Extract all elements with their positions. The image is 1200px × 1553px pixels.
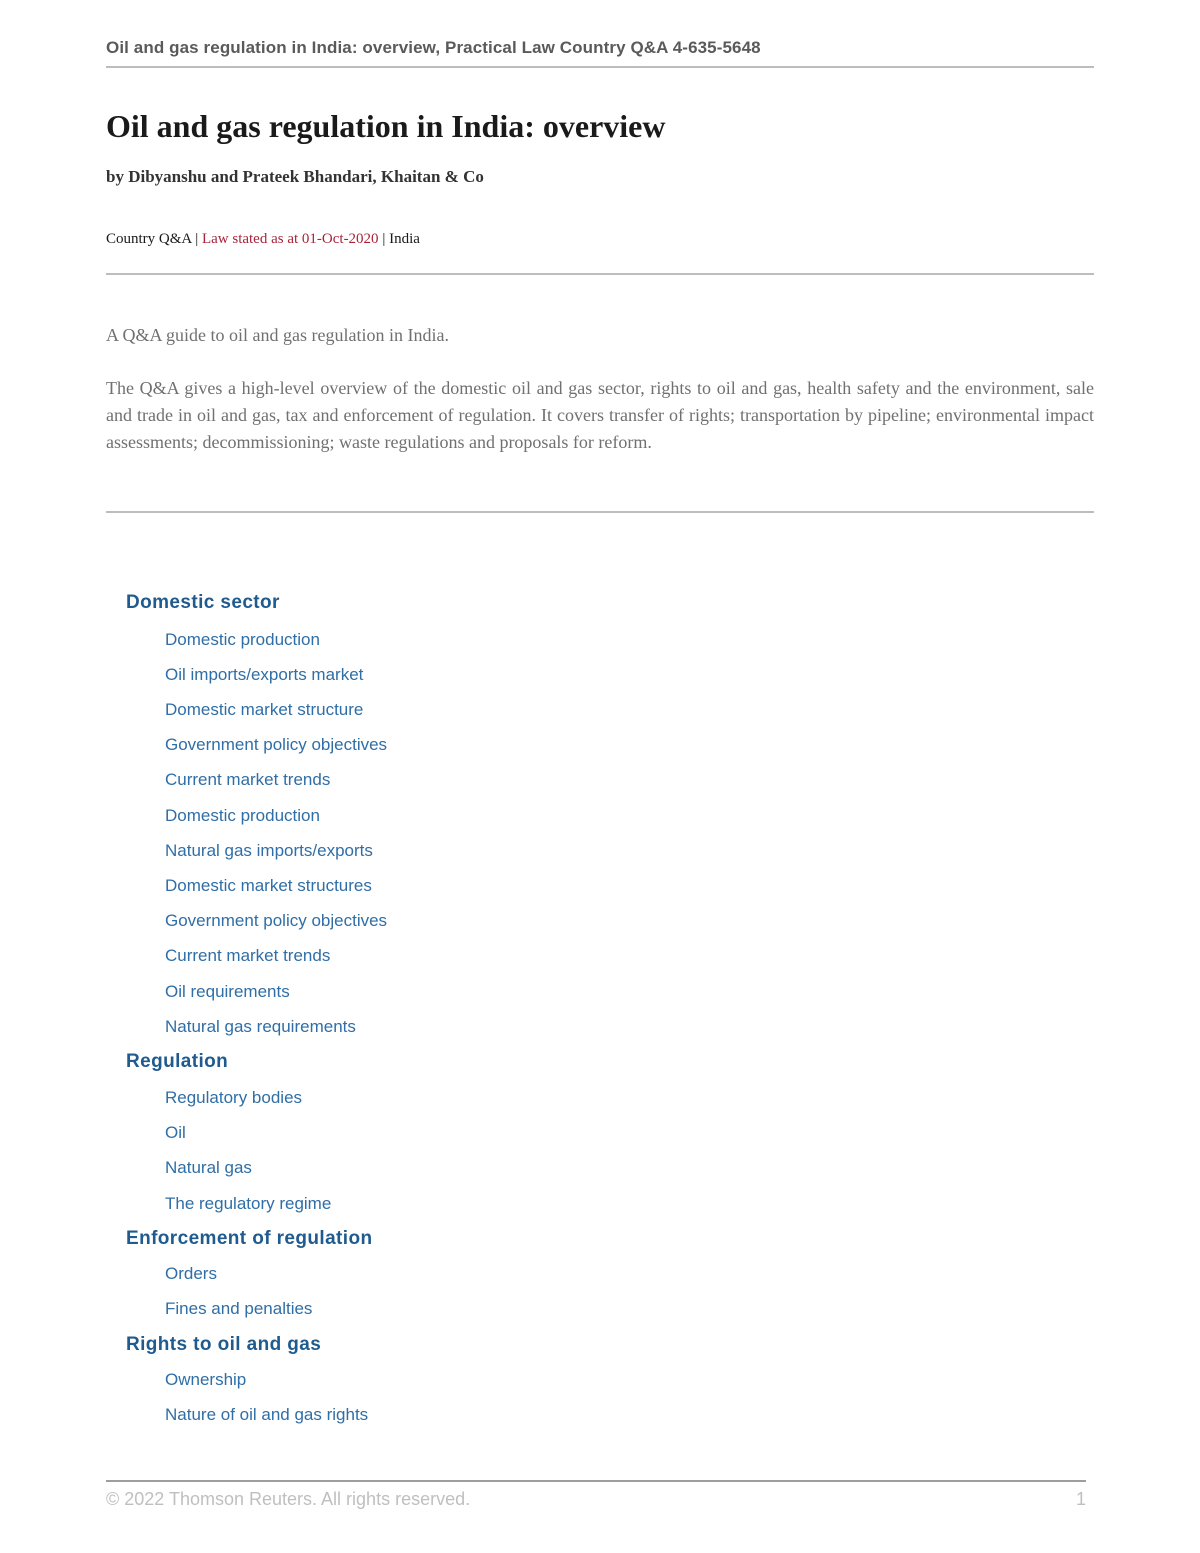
toc-item[interactable]: Fines and penalties [165,1299,313,1318]
toc-section-regulation[interactable]: Regulation [126,1051,229,1072]
toc-item[interactable]: Natural gas requirements [165,1017,356,1036]
intro-rule [106,511,1094,513]
meta-separator: | [191,231,202,247]
toc-item[interactable]: Orders [165,1264,217,1283]
footer-rule [106,1480,1086,1482]
header-rule [106,66,1094,68]
toc-section-rights[interactable]: Rights to oil and gas [126,1334,322,1355]
toc-item[interactable]: Natural gas [165,1158,252,1177]
byline: by Dibyanshu and Prateek Bhandari, Khaitan & Co [106,167,484,186]
intro-summary: A Q&A guide to oil and gas regulation in India. [106,325,449,345]
footer-copyright: © 2022 Thomson Reuters. All rights reserved. [106,1489,471,1509]
toc-item[interactable]: Domestic market structure [165,700,364,719]
toc-item[interactable]: Regulatory bodies [165,1088,303,1107]
toc-item[interactable]: Current market trends [165,770,331,789]
toc-item[interactable]: Natural gas imports/exports [165,841,373,860]
toc-item[interactable]: Current market trends [165,946,331,965]
toc-item[interactable]: Ownership [165,1370,247,1389]
document-meta [106,231,420,248]
resource-type: Country Q&A [106,231,192,247]
toc-item[interactable]: Nature of oil and gas rights [165,1405,369,1424]
toc-item[interactable]: Government policy objectives [165,735,388,754]
toc-item[interactable]: Domestic production [165,806,320,825]
toc-section-domestic-sector[interactable]: Domestic sector [126,592,280,613]
toc-item[interactable]: Oil [165,1123,186,1142]
toc-item[interactable]: Domestic production [165,630,320,649]
toc-item[interactable]: Oil imports/exports market [165,665,364,684]
document-title: Oil and gas regulation in India: overview [106,108,666,144]
introduction [106,322,1094,456]
meta-rule [106,273,1094,275]
law-stated-date: Law stated as at 01-Oct-2020 [201,231,379,247]
page-number: 1 [1075,1489,1086,1509]
toc-section-enforcement[interactable]: Enforcement of regulation [126,1228,373,1249]
toc-item[interactable]: Domestic market structures [165,876,372,895]
meta-separator: | [378,231,390,247]
toc-item[interactable]: Oil requirements [165,982,290,1001]
jurisdiction: India [389,231,420,247]
toc-item[interactable]: The regulatory regime [165,1194,332,1213]
running-header: Oil and gas regulation in India: overview, Practical Law Country Q&A 4-635-5648 [106,38,761,57]
toc-item[interactable]: Government policy objectives [165,911,388,930]
intro-scope: The Q&A gives a high-level overview of the domestic oil and gas sector, rights to oil and gas, health safety and the environment, sale and trade in oil and gas, tax and enforcement of regulation. It covers transfer of rights; transportation by pipeline; environmental impact assessments; decommissioning; waste regulations and proposals for reform. [106,378,1094,452]
